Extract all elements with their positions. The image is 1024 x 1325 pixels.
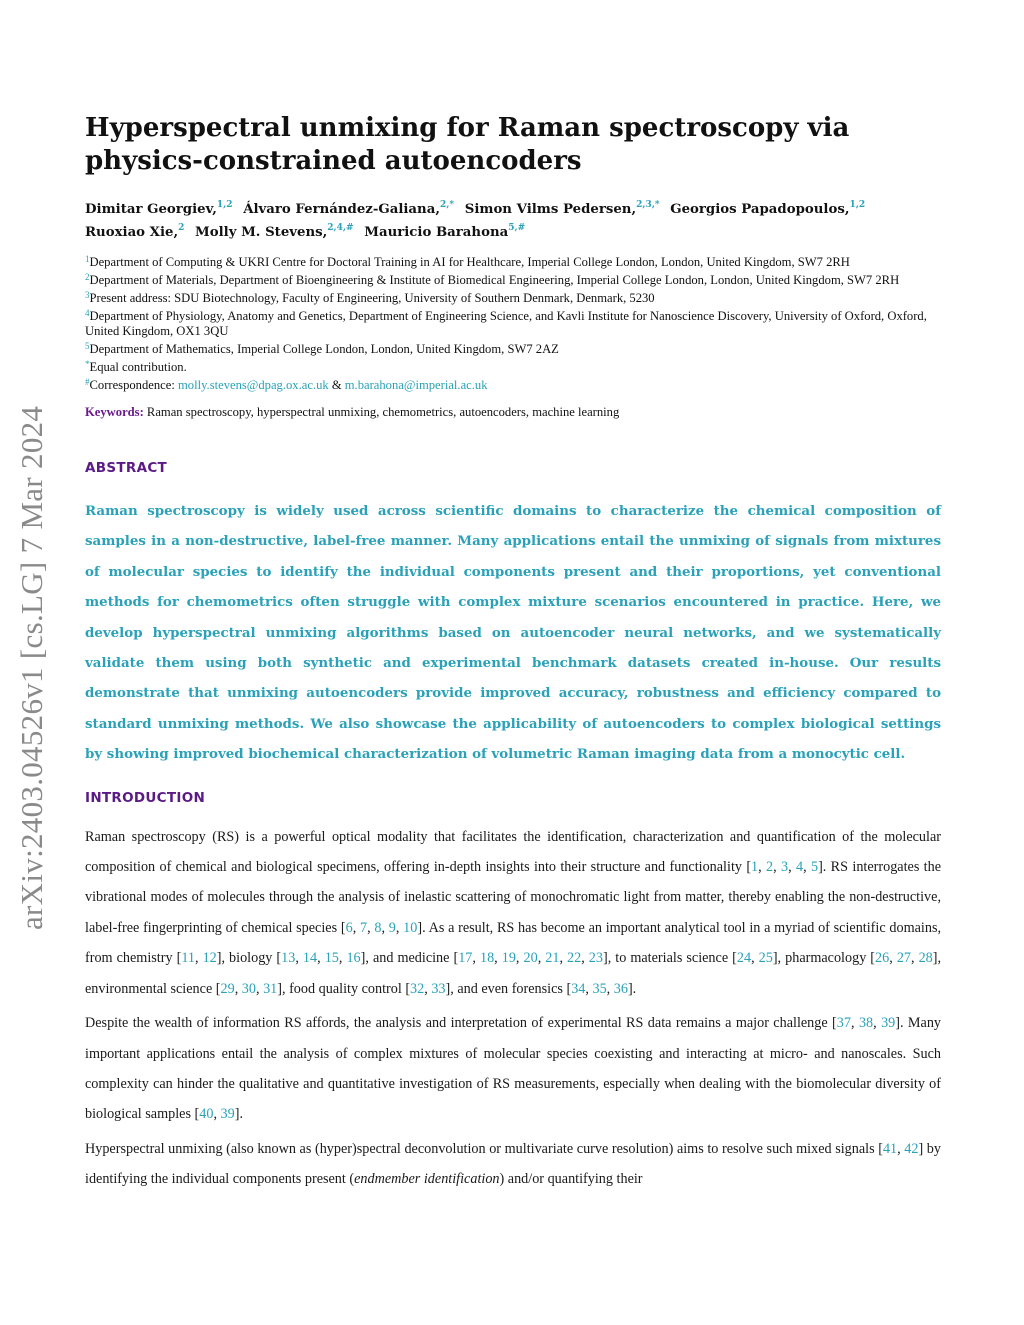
author-name: Mauricio Barahona [364,225,509,240]
author-list [85,196,941,242]
email-link-barahona[interactable]: m.barahona@imperial.ac.uk [344,378,488,392]
affiliation-mark: 3 [85,290,90,300]
affiliation-mark: 4 [85,308,90,318]
author [195,225,354,240]
author-affiliation-mark[interactable]: 2 [178,223,185,233]
citation-link[interactable]: 13 [281,950,296,967]
affiliation-mark: 2 [85,272,90,282]
citation-link[interactable]: 32 [410,980,425,997]
arxiv-side-stamp: arXiv:2403.04526v1 [cs.LG] 7 Mar 2024 [14,405,49,930]
abstract-text: Raman spectroscopy is widely used across scientific domains to characterize the chemical composition of samples in a non-destructive, label-free manner. Many applications entail the unmixing of signals from mixtures of molecular species to identify the individual components present and their proportions, yet conventional methods for chemometrics often struggle with complex mixture scenarios encountered in practice. Here, we develop hyperspectral unmixing algorithms based on autoencoder neural networks, and we systematically validate them using both synthetic and experimental benchmark datasets created in-house. Our results demonstrate that unmixing autoencoders provide improved accuracy, robustness and efficiency compared to standard unmixing methods. We also showcase the applicability of autoencoders to complex biological settings by showing improved biochemical characterization of volumetric Raman imaging data from a monocytic cell. [85,503,941,763]
citation-link[interactable]: 24 [736,950,752,967]
abstract-heading: ABSTRACT [85,460,168,476]
citation-link[interactable]: 33 [431,980,446,997]
citation-link[interactable]: 11 [181,950,195,967]
author-affiliation-mark[interactable]: 2,4,# [327,223,354,233]
affiliation-text: Department of Mathematics, Imperial College London, London, United Kingdom, SW7 2AZ [89,342,559,356]
author [465,202,660,217]
affiliation [85,306,941,339]
italic-term: endmember identification [354,1171,500,1188]
affiliation [85,339,941,357]
author-name: Simon Vilms Pedersen, [464,202,637,217]
author [243,202,454,217]
affiliation [85,288,941,306]
affiliation-mark: 1 [85,254,90,264]
author-name: Álvaro Fernández-Galiana, [243,202,440,217]
citation-link[interactable]: 38 [858,1015,874,1032]
author [85,225,184,240]
affiliation [85,252,941,270]
author [670,202,865,217]
intro-paragraph-3: Hyperspectral unmixing (also known as (hyper)spectral deconvolution or multivariate curve resolution) aims to resolve such mixed signals [41, 42] by identifying the individual components present (endmember identification) and/or quantifying their [85,1140,941,1188]
author-affiliation-mark[interactable]: 1,2 [849,200,866,210]
affiliation-text: Department of Physiology, Anatomy and Genetics, Department of Engineering Science, and Kavli Institute for Nanoscience Discovery, University of Oxford, Oxford, United Kingdom, OX1 3QU [85,309,927,338]
citation-link[interactable]: 26 [875,950,890,967]
author-affiliation-mark[interactable]: 2,* [439,200,455,210]
citation-link[interactable]: 5 [810,859,819,876]
citation-link[interactable]: 9 [388,919,396,936]
citation-link[interactable]: 27 [896,950,911,967]
citation-link[interactable]: 14 [302,950,318,967]
citation-link[interactable]: 20 [523,950,538,967]
citation-link[interactable]: 12 [202,950,217,967]
intro-paragraph-1: Raman spectroscopy (RS) is a powerful optical modality that facilitates the identification, characterization and quantification of the molecular composition of chemical and biological specimens, offering in-depth insights into their structure and functionality [1, 2, 3, 4, 5]. RS interrogates the vibrational modes of molecules through the analysis of inelastic scattering of monochromatic light from matter, thereby enabling the non-destructive, label-free fingerprinting of chemical species [6, 7, 8, 9, 10]. As a result, RS has become an important analytical tool in a myriad of scientific domains, from chemistry [11, 12], biology [13, 14, 15, 16], and medicine [17, 18, 19, 20, 21, 22, 23], to materials science [24, 25], pharmacology [26, 27, 28], environmental science [29, 30, 31], food quality control [32, 33], and even forensics [34, 35, 36]. [85,828,942,997]
citation-link[interactable]: 25 [758,950,773,967]
citation-link[interactable]: 17 [458,950,473,967]
citation-link[interactable]: 42 [904,1140,919,1157]
author-affiliation-mark[interactable]: 1,2 [216,200,233,210]
correspondence-amp: & [328,378,345,392]
author-affiliation-mark[interactable]: 5,# [508,223,526,233]
author-name: Ruoxiao Xie, [85,225,179,240]
affiliation-list [85,252,941,393]
citation-link[interactable]: 39 [881,1015,896,1032]
affiliation [85,357,941,375]
correspondence-mark: # [85,377,90,387]
paper-content [85,112,941,1195]
author-name: Georgios Papadopoulos, [670,202,850,217]
affiliation-mark: 5 [85,341,90,351]
affiliation [85,270,941,288]
author [85,202,233,217]
citation-link[interactable]: 34 [571,980,586,997]
introduction-heading: INTRODUCTION [85,789,206,806]
citation-link[interactable]: 29 [220,980,235,997]
citation-link[interactable]: 6 [345,919,353,936]
correspondence-label: Correspondence: [89,378,178,392]
citation-link[interactable]: 1 [751,859,759,876]
citation-link[interactable]: 21 [545,950,560,967]
author-affiliation-mark[interactable]: 2,3,* [636,200,660,210]
intro-paragraph-2: Despite the wealth of information RS affords, the analysis and interpretation of experimental RS data remains a major challenge [37, 38, 39]. Many important applications entail the analysis of complex mixtures of molecular species coexisting and interacting at micro- and nanoscales. Such complexity can hinder the qualitative and quantitative investigation of RS measurements, especially when dealing with the biomolecular diversity of biological samples [40, 39]. [85,1015,942,1123]
keywords-label: Keywords: [85,405,144,419]
author-name: Dimitar Georgiev, [85,202,217,217]
citation-link[interactable]: 10 [403,919,418,936]
affiliation-text: Department of Computing & UKRI Centre for Doctoral Training in AI for Healthcare, Imperial College London, London, United Kingdom, SW7 2RH [89,255,850,269]
affiliation-text: Department of Materials, Department of Bioengineering & Institute of Biomedical Engineering, Imperial College London, London, United Kingdom, SW7 2RH [89,273,900,287]
email-link-stevens[interactable]: molly.stevens@dpag.ox.ac.uk [177,378,329,392]
citation-link[interactable]: 28 [918,950,933,967]
introduction-body [85,822,941,1195]
correspondence [85,375,941,393]
citation-link[interactable]: 41 [882,1140,898,1157]
citation-link[interactable]: 4 [796,859,804,876]
citation-link[interactable]: 22 [567,950,582,967]
author [364,225,525,240]
citation-link[interactable]: 18 [479,950,495,967]
citation-link[interactable]: 8 [374,919,382,936]
citation-link[interactable]: 3 [781,859,789,876]
citation-link[interactable]: 15 [324,950,339,967]
keywords [85,405,941,420]
citation-link[interactable]: 19 [501,950,516,967]
affiliation-text: Equal contribution. [89,360,187,374]
affiliation-mark: * [85,359,90,369]
citation-link[interactable]: 36 [613,980,628,997]
citation-link[interactable]: 31 [263,980,278,997]
citation-link[interactable]: 30 [241,980,256,997]
citation-link[interactable]: 37 [836,1015,851,1032]
keywords-text: Raman spectroscopy, hyperspectral unmixing, chemometrics, autoencoders, machine learning [146,405,620,419]
citation-link[interactable]: 2 [766,859,774,876]
citation-link[interactable]: 16 [346,950,361,967]
affiliation-text: Present address: SDU Biotechnology, Faculty of Engineering, University of Southern Denmark, Denmark, 5230 [89,291,655,305]
author-name: Molly M. Stevens, [195,225,328,240]
citation-link[interactable]: 23 [588,950,603,967]
citation-link[interactable]: 40 [199,1106,214,1123]
paper-title: Hyperspectral unmixing for Raman spectroscopy via physics-constrained autoencoders [85,113,850,176]
citation-link[interactable]: 7 [359,919,368,936]
citation-link[interactable]: 35 [592,980,607,997]
citation-link[interactable]: 39 [220,1106,235,1123]
